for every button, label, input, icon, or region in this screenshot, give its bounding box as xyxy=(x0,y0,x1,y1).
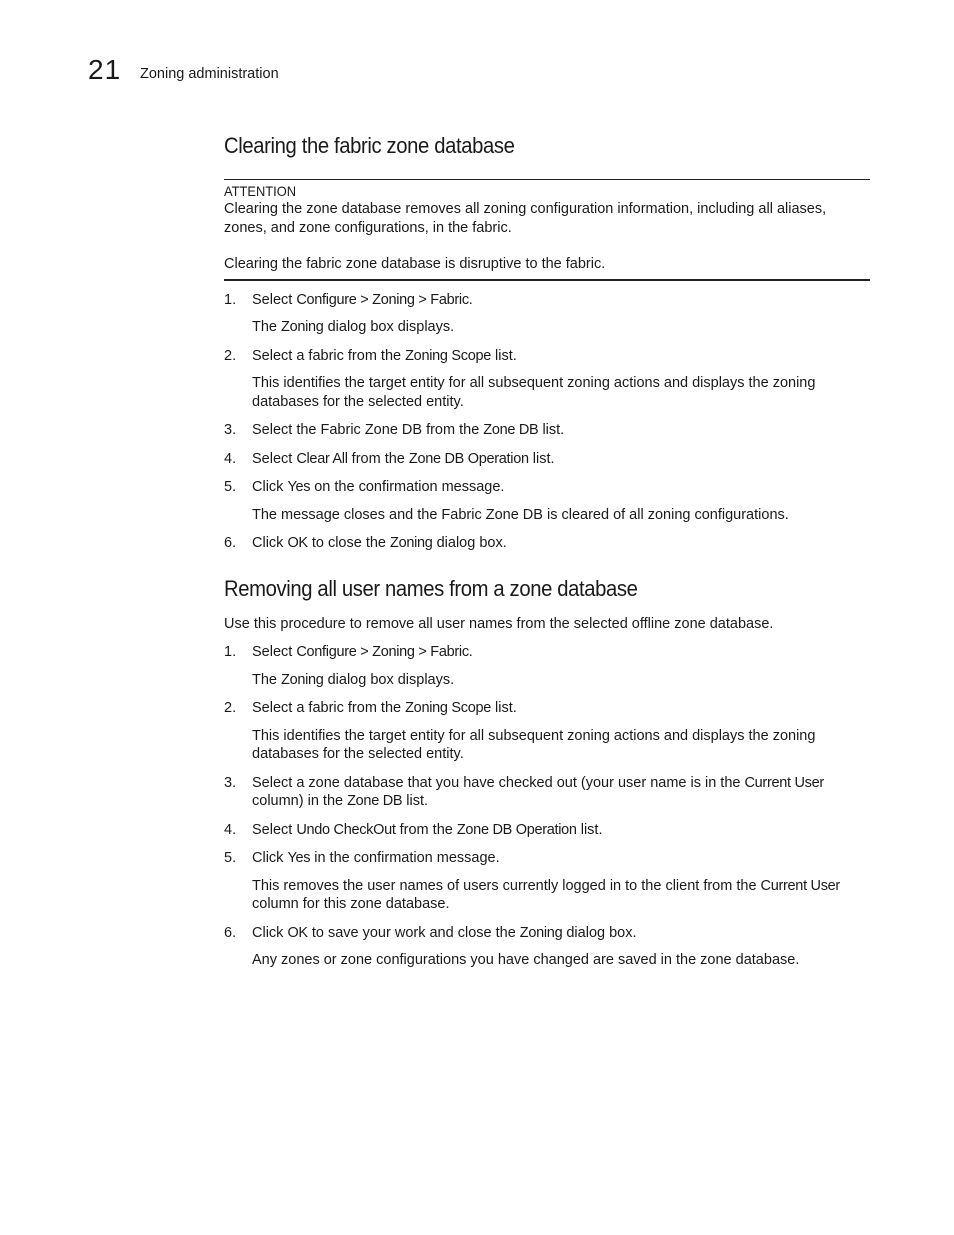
step-text xyxy=(252,291,870,310)
step-text xyxy=(252,699,870,718)
step-item xyxy=(224,849,870,868)
step-result-text xyxy=(252,671,870,690)
step-result-text: Any zones or zone configurations you have changed are saved in the zone database. xyxy=(252,952,800,968)
step-text-segment: list. xyxy=(528,450,555,467)
section-heading: Clearing the fabric zone database xyxy=(224,133,515,158)
step-result xyxy=(224,374,870,411)
step-text-segment: to close the xyxy=(307,535,391,551)
ui-element-name: Undo CheckOut xyxy=(296,821,396,838)
step-number: 6. xyxy=(224,924,237,941)
procedure-steps xyxy=(224,643,870,970)
step-text-segment: Click xyxy=(252,850,288,866)
step-text-segment: Click xyxy=(252,924,288,941)
step-item xyxy=(224,421,870,440)
step-item xyxy=(224,291,870,310)
step-text xyxy=(252,924,870,943)
step-text-segment: dialog box displays. xyxy=(323,319,455,335)
ui-element-name: Yes xyxy=(287,850,311,866)
step-result xyxy=(224,506,870,525)
step-text-segment: Click xyxy=(252,479,288,495)
attention-text: Clearing the zone database removes all zoning configuration information, including all aliases, zones, and zone configurations, in the fabric. xyxy=(224,201,827,236)
step-text xyxy=(252,821,870,840)
step-text-segment: Select xyxy=(252,291,297,308)
ui-element-name: Current User xyxy=(760,877,840,894)
attention-label: ATTENTION xyxy=(224,183,297,199)
step-text-segment: Select a zone database that you have checked out (your user name is in the xyxy=(252,774,745,791)
section-heading: Removing all user names from a zone database xyxy=(224,575,638,601)
ui-element-name: Zoning xyxy=(281,671,324,688)
step-item xyxy=(224,450,870,469)
step-number: 1. xyxy=(224,644,237,660)
step-item xyxy=(224,478,870,497)
step-result-text: This identifies the target entity for all subsequent zoning actions and displays the zoning databases for the selected entity. xyxy=(252,727,816,762)
ui-element-name: Zoning xyxy=(519,924,563,941)
ui-element-name: Zoning Scope xyxy=(405,700,492,716)
step-text-segment: Select the Fabric Zone DB from the xyxy=(252,422,484,438)
step-text-segment: . xyxy=(468,644,473,660)
step-result-text: The message closes and the Fabric Zone DB is cleared of all zoning configurations. xyxy=(252,506,789,523)
ui-element-name: Configure > Zoning > Fabric xyxy=(296,291,469,308)
step-text-segment: dialog box. xyxy=(562,924,637,941)
step-item xyxy=(224,924,870,943)
step-item xyxy=(224,699,870,718)
step-text-segment: column for this zone database. xyxy=(252,896,450,912)
step-item xyxy=(224,643,870,662)
chapter-title: Zoning administration xyxy=(140,66,279,82)
step-text-segment: list. xyxy=(402,793,429,809)
step-number: 2. xyxy=(224,700,237,716)
ui-element-name: Zoning xyxy=(281,319,324,335)
step-number: 4. xyxy=(224,821,237,838)
ui-element-name: Zone DB xyxy=(483,422,539,438)
step-text-segment: The xyxy=(252,671,282,688)
attention-text: Clearing the fabric zone database is disruptive to the fabric. xyxy=(224,256,606,272)
step-text-segment: Select xyxy=(252,821,297,838)
attention-box xyxy=(224,179,870,281)
ui-element-name: Yes xyxy=(287,479,311,495)
step-item xyxy=(224,534,870,553)
step-text-segment: list. xyxy=(491,347,517,364)
step-text-segment: Select xyxy=(252,450,297,467)
step-text-segment: to save your work and close the xyxy=(307,924,520,941)
step-item xyxy=(224,821,870,840)
step-text-segment: on the confirmation message. xyxy=(310,479,505,495)
step-number: 2. xyxy=(224,347,237,364)
step-text-segment: Click xyxy=(252,535,288,551)
step-number: 3. xyxy=(224,774,237,791)
step-result-text: This identifies the target entity for all subsequent zoning actions and displays the zoning databases for the selected entity. xyxy=(252,375,816,410)
step-text-segment: in the confirmation message. xyxy=(310,850,500,866)
page-content xyxy=(224,128,870,970)
ui-element-name: Zoning xyxy=(390,535,433,551)
ui-element-name: Zoning Scope xyxy=(405,347,492,364)
step-text-segment: list. xyxy=(491,700,517,716)
step-text-segment: Select a fabric from the xyxy=(252,700,406,716)
step-text xyxy=(252,478,870,497)
step-text xyxy=(252,347,870,366)
ui-element-name: OK xyxy=(287,535,308,551)
step-text-segment: column) in the xyxy=(252,793,348,809)
step-number: 6. xyxy=(224,535,237,551)
ui-element-name: Current User xyxy=(744,774,824,791)
step-text xyxy=(252,774,870,811)
step-number: 4. xyxy=(224,450,237,467)
chapter-number: 21 xyxy=(88,54,122,85)
step-text-segment: Select xyxy=(252,644,297,660)
step-item xyxy=(224,347,870,366)
step-text xyxy=(252,421,870,440)
ui-element-name: OK xyxy=(287,924,308,941)
section-intro: Use this procedure to remove all user names from the selected offline zone database. xyxy=(224,615,774,632)
step-text-segment: Select a fabric from the xyxy=(252,347,406,364)
step-result xyxy=(224,671,870,690)
step-number: 5. xyxy=(224,479,237,495)
step-text xyxy=(252,534,870,553)
step-item xyxy=(224,774,870,811)
ui-element-name: Configure > Zoning > Fabric xyxy=(296,644,469,660)
step-text xyxy=(252,849,870,868)
ui-element-name: Clear All xyxy=(296,450,348,467)
ui-element-name: Zone DB xyxy=(347,793,403,809)
step-number: 1. xyxy=(224,291,237,308)
step-result xyxy=(224,318,870,337)
step-text-segment: list. xyxy=(538,422,565,438)
step-text xyxy=(252,643,870,662)
step-text-segment: dialog box displays. xyxy=(323,671,455,688)
step-text-segment: from the xyxy=(347,450,409,467)
procedure-steps xyxy=(224,291,870,553)
step-text xyxy=(252,450,870,469)
step-result xyxy=(224,951,870,970)
ui-element-name: Zone DB Operation xyxy=(456,821,577,838)
step-result xyxy=(224,727,870,764)
step-text-segment: list. xyxy=(576,821,603,838)
step-text-segment: dialog box. xyxy=(432,535,507,551)
step-text-segment: This removes the user names of users currently logged in to the client from the xyxy=(252,877,761,894)
step-text-segment: . xyxy=(468,291,473,308)
step-text-segment: from the xyxy=(395,821,457,838)
step-result-text xyxy=(252,877,870,914)
step-number: 3. xyxy=(224,422,237,438)
step-result-text xyxy=(252,318,870,337)
step-result xyxy=(224,877,870,914)
step-text-segment: The xyxy=(252,319,282,335)
ui-element-name: Zone DB Operation xyxy=(408,450,529,467)
step-number: 5. xyxy=(224,850,237,866)
